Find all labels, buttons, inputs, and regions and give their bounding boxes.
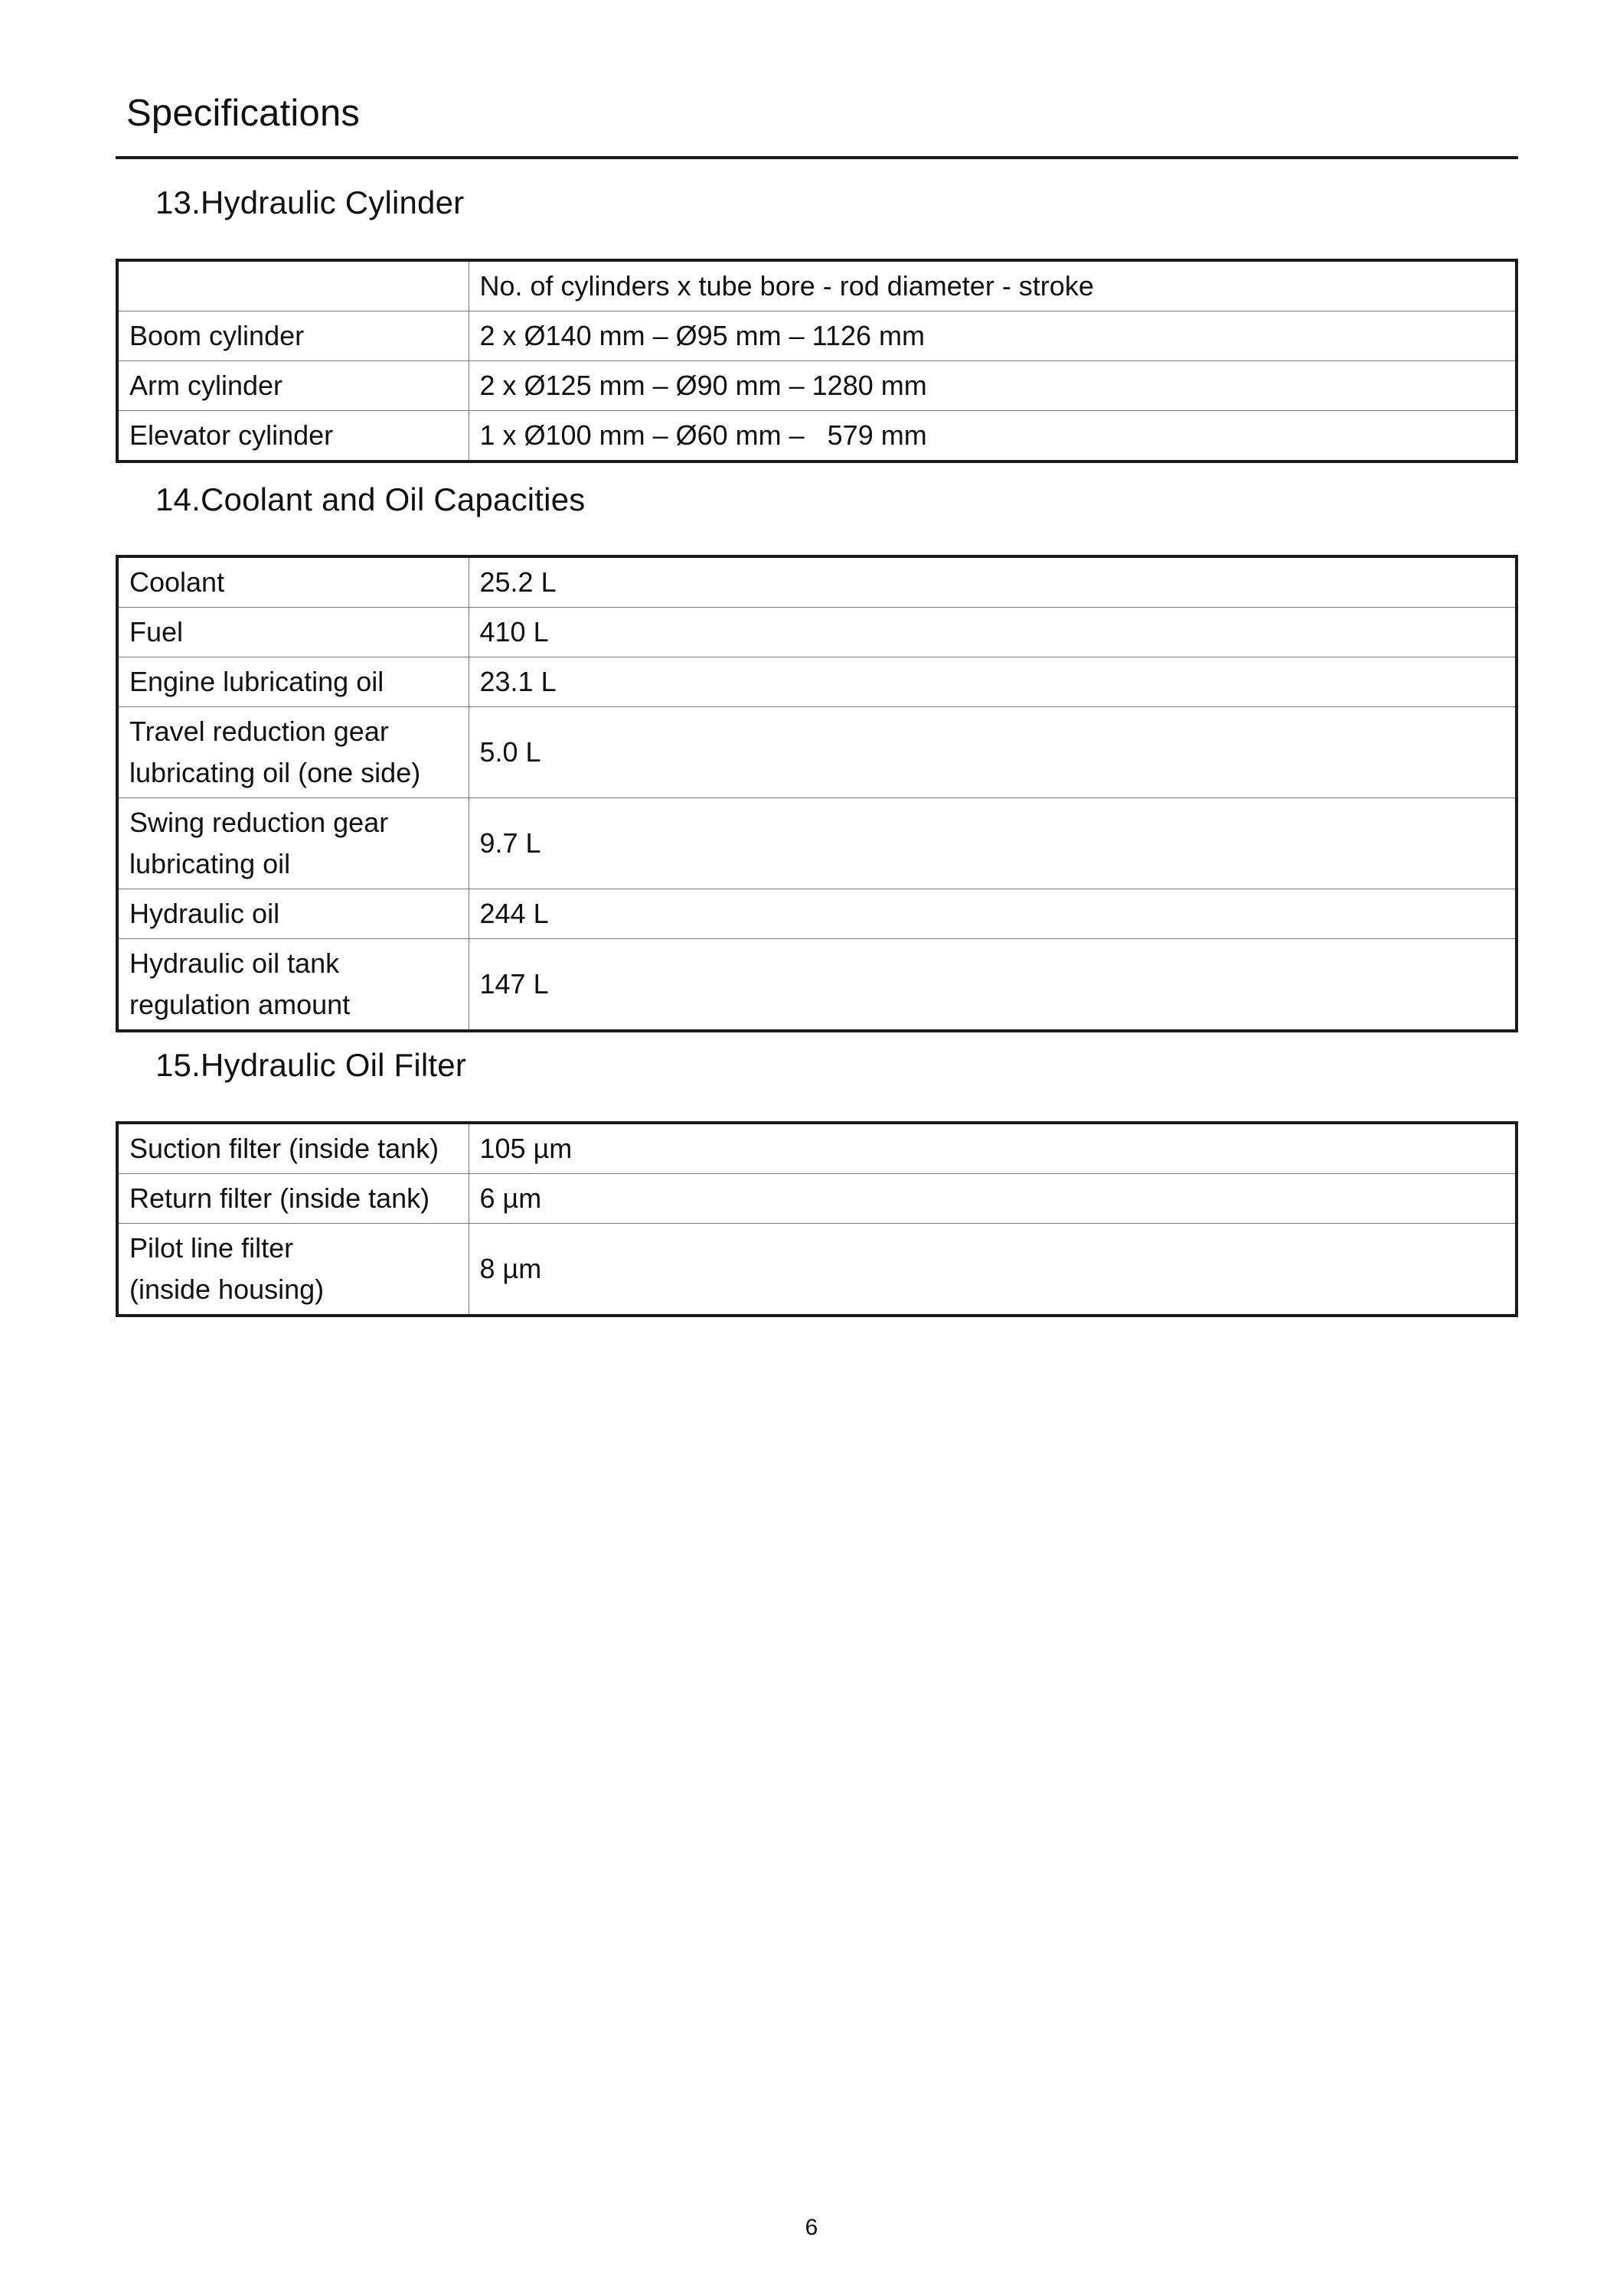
table-cell: Coolant: [117, 556, 469, 608]
table-cell: Arm cylinder: [117, 361, 469, 411]
table-header-row: [117, 260, 1517, 311]
section-heading-hydraulic-cylinder: 13.Hydraulic Cylinder: [155, 184, 465, 220]
table-cell: 244 L: [469, 889, 1517, 939]
hydraulic-cylinder-table: [116, 259, 1518, 463]
page-number: 6: [805, 2215, 818, 2240]
table-cell: Engine lubricating oil: [117, 657, 469, 707]
table-row: [117, 311, 1517, 361]
table-cell: 2 x Ø125 mm – Ø90 mm – 1280 mm: [469, 361, 1517, 411]
table-cell: Boom cylinder: [117, 311, 469, 361]
table-cell: [117, 260, 469, 311]
table-row: [117, 798, 1517, 889]
table-cell: 23.1 L: [469, 657, 1517, 707]
table-cell: 1 x Ø100 mm – Ø60 mm – 579 mm: [469, 411, 1517, 462]
section-heading-coolant-oil-capacities: 14.Coolant and Oil Capacities: [155, 481, 586, 517]
table-cell: Fuel: [117, 608, 469, 657]
table-cell: Return filter (inside tank): [117, 1174, 469, 1224]
page-title: Specifications: [126, 93, 361, 134]
table-row: [117, 939, 1517, 1032]
table-cell: 8 µm: [469, 1224, 1517, 1316]
section-heading-hydraulic-oil-filter: 15.Hydraulic Oil Filter: [155, 1047, 467, 1083]
table-row: [117, 556, 1517, 608]
table-cell: Swing reduction gear lubricating oil: [117, 798, 469, 889]
table-cell: No. of cylinders x tube bore - rod diameter - stroke: [469, 260, 1517, 311]
table-cell: 147 L: [469, 939, 1517, 1032]
table-cell: 105 µm: [469, 1123, 1517, 1174]
table-row: [117, 889, 1517, 939]
table-cell: Hydraulic oil tank regulation amount: [117, 939, 469, 1032]
table-row: [117, 361, 1517, 411]
coolant-oil-capacities-table: [116, 555, 1518, 1032]
table-cell: Hydraulic oil: [117, 889, 469, 939]
table-cell: 9.7 L: [469, 798, 1517, 889]
table-cell: Elevator cylinder: [117, 411, 469, 462]
table-cell: Pilot line filter (inside housing): [117, 1224, 469, 1316]
table-cell: 5.0 L: [469, 707, 1517, 798]
table-cell: Suction filter (inside tank): [117, 1123, 469, 1174]
table-cell: 410 L: [469, 608, 1517, 657]
table-cell: 2 x Ø140 mm – Ø95 mm – 1126 mm: [469, 311, 1517, 361]
table-cell: 6 µm: [469, 1174, 1517, 1224]
hydraulic-oil-filter-table: [116, 1121, 1518, 1317]
table-row: [117, 707, 1517, 798]
table-row: [117, 657, 1517, 707]
table-cell: 25.2 L: [469, 556, 1517, 608]
table-row: [117, 608, 1517, 657]
table-row: [117, 1224, 1517, 1316]
table-cell: Travel reduction gear lubricating oil (one side): [117, 707, 469, 798]
table-row: [117, 411, 1517, 462]
table-row: [117, 1174, 1517, 1224]
table-row: [117, 1123, 1517, 1174]
page-header: [116, 86, 1518, 159]
